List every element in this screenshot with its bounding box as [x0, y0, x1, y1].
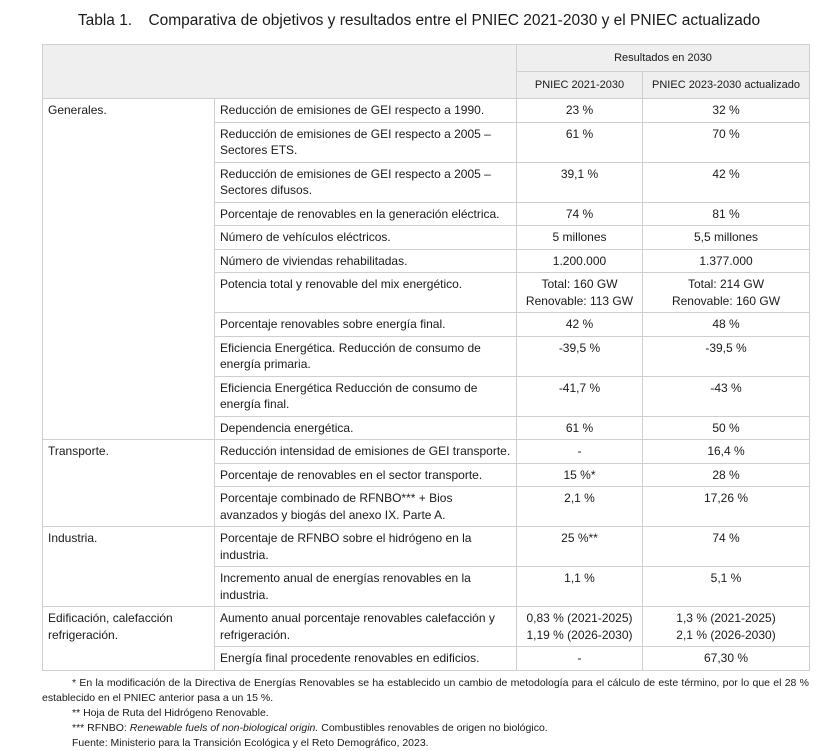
value-pniec-2021	[517, 527, 643, 567]
indicator-cell: Potencia total y renovable del mix energético.	[215, 273, 517, 313]
value-line: 1,19 % (2026-2030)	[526, 627, 633, 642]
indicator-cell: Porcentaje renovables sobre energía final.	[215, 313, 517, 337]
indicator-cell: Reducción de emisiones de GEI respecto a 2005 – Sectores difusos.	[215, 162, 517, 202]
value-line: Total: 214 GW	[687, 277, 765, 291]
value-pniec-2021	[517, 313, 643, 337]
value-line: 48 %	[712, 317, 740, 331]
value-line: 74 %	[565, 206, 594, 221]
value-line: -39,5 %	[705, 340, 747, 355]
value-line: 74 %	[712, 531, 740, 545]
value-line: 5 millones	[552, 230, 607, 244]
value-line: 42 %	[712, 166, 740, 181]
value-pniec-2023	[643, 226, 810, 250]
value-line: 39,1 %	[560, 166, 599, 181]
value-pniec-2023	[643, 122, 810, 162]
value-pniec-2021	[517, 99, 643, 123]
table-title-text: Comparativa de objetivos y resultados entre el PNIEC 2021-2030 y el PNIEC actualizado	[148, 12, 761, 29]
value-line: 81 %	[712, 206, 740, 221]
value-line: 15 %*	[563, 467, 596, 482]
value-pniec-2021	[517, 226, 643, 250]
value-pniec-2021	[517, 567, 643, 607]
table-row	[43, 99, 810, 123]
value-pniec-2021	[517, 376, 643, 416]
value-line: -41,7 %	[558, 380, 601, 395]
value-line: Total: 160 GW	[541, 277, 618, 291]
value-line: Renovable: 160 GW	[671, 293, 781, 308]
col-header-pniec-2023: PNIEC 2023-2030 actualizado	[643, 72, 810, 99]
value-pniec-2023	[643, 273, 810, 313]
value-pniec-2021	[517, 440, 643, 464]
indicator-cell: Reducción de emisiones de GEI respecto a 2005 – Sectores ETS.	[215, 122, 517, 162]
table-row	[43, 440, 810, 464]
value-line: -	[577, 651, 582, 665]
value-pniec-2023	[643, 527, 810, 567]
footnote-2: ** Hoja de Ruta del Hidrógeno Renovable.	[72, 707, 269, 719]
indicator-cell: Porcentaje de renovables en el sector transporte.	[215, 463, 517, 487]
value-pniec-2023	[643, 162, 810, 202]
value-pniec-2023	[643, 376, 810, 416]
value-line: 5,1 %	[710, 571, 742, 585]
footnote-3-italic: Renewable fuels of non-biological origin.	[129, 722, 319, 734]
indicator-cell: Número de vehículos eléctricos.	[215, 226, 517, 250]
value-pniec-2023	[643, 313, 810, 337]
value-line: 50 %	[712, 420, 740, 435]
value-pniec-2021	[517, 249, 643, 273]
indicator-cell: Número de viviendas rehabilitadas.	[215, 249, 517, 273]
indicator-cell: Porcentaje de renovables en la generación eléctrica.	[215, 202, 517, 226]
indicator-cell: Reducción intensidad de emisiones de GEI transporte.	[215, 440, 517, 464]
value-line: 61 %	[565, 126, 594, 141]
footnote-3-prefix: *** RFNBO:	[72, 722, 130, 734]
value-pniec-2023	[643, 416, 810, 440]
value-line: -	[577, 444, 582, 458]
value-pniec-2023	[643, 202, 810, 226]
indicator-cell: Energía final procedente renovables en edificios.	[215, 647, 517, 671]
value-line: 1,1 %	[564, 571, 595, 585]
value-pniec-2021	[517, 162, 643, 202]
table-body	[43, 99, 810, 671]
value-line: 17,26 %	[703, 491, 749, 505]
value-line: 2,1 %	[564, 491, 595, 505]
value-line: 1.200.000	[552, 253, 607, 268]
value-pniec-2021	[517, 336, 643, 376]
value-pniec-2023	[643, 463, 810, 487]
indicator-cell: Incremento anual de energías renovables en la industria.	[215, 567, 517, 607]
value-line: 42 %	[565, 317, 594, 331]
category-cell: Edificación, calefacción refrigeración.	[43, 607, 215, 671]
col-header-pniec-2021: PNIEC 2021-2030	[517, 72, 643, 99]
value-line: 2,1 % (2026-2030)	[676, 627, 776, 642]
value-pniec-2021	[517, 416, 643, 440]
source-note: Fuente: Ministerio para la Transición Ecológica y el Reto Demográfico, 2023.	[72, 737, 429, 749]
value-line: 23 %	[565, 103, 594, 117]
table-title	[0, 12, 838, 30]
value-pniec-2023	[643, 336, 810, 376]
group-header: Resultados en 2030	[517, 45, 810, 72]
value-line: -39,5 %	[558, 340, 601, 355]
value-line: 1,3 % (2021-2025)	[676, 611, 776, 625]
value-line: 61 %	[565, 420, 594, 435]
value-line: 0,83 % (2021-2025)	[526, 611, 633, 625]
value-pniec-2021	[517, 202, 643, 226]
value-pniec-2023	[643, 567, 810, 607]
value-pniec-2023	[643, 607, 810, 647]
value-line: 67,30 %	[703, 651, 749, 665]
value-line: 16,4 %	[707, 444, 745, 458]
value-line: 1.377.000	[699, 253, 753, 268]
table-row	[43, 607, 810, 647]
indicator-cell: Eficiencia Energética Reducción de consumo de energía final.	[215, 376, 517, 416]
category-cell: Transporte.	[43, 440, 215, 527]
value-line: 32 %	[712, 103, 740, 117]
value-pniec-2023	[643, 249, 810, 273]
table-row	[43, 527, 810, 567]
value-line: 28 %	[712, 467, 740, 482]
footnote-1: * En la modificación de la Directiva de Energías Renovables se ha establecido un cambio de metodología para el cálculo de este término, por lo que el 28 % establecido en el PNIEC anterior pasa a un 15 %.	[42, 677, 809, 704]
footnotes	[42, 676, 809, 751]
value-pniec-2021	[517, 122, 643, 162]
comparison-table	[42, 44, 810, 671]
value-pniec-2021	[517, 647, 643, 671]
category-cell: Industria.	[43, 527, 215, 607]
value-pniec-2021	[517, 487, 643, 527]
indicator-cell: Porcentaje combinado de RFNBO*** + Bios avanzados y biogás del anexo IX. Parte A.	[215, 487, 517, 527]
value-line: -43 %	[710, 380, 742, 395]
indicator-cell: Porcentaje de RFNBO sobre el hidrógeno en la industria.	[215, 527, 517, 567]
header-corner	[43, 45, 517, 99]
indicator-cell: Eficiencia Energética. Reducción de consumo de energía primaria.	[215, 336, 517, 376]
value-pniec-2023	[643, 440, 810, 464]
footnote-3-suffix: Combustibles renovables de origen no biológico.	[318, 722, 548, 734]
footnote-3	[42, 721, 809, 736]
value-line: Renovable: 113 GW	[525, 293, 634, 308]
indicator-cell: Reducción de emisiones de GEI respecto a 1990.	[215, 99, 517, 123]
value-pniec-2021	[517, 607, 643, 647]
table-number: Tabla 1.	[77, 12, 133, 29]
value-pniec-2023	[643, 99, 810, 123]
value-line: 25 %**	[561, 531, 598, 545]
value-pniec-2021	[517, 273, 643, 313]
category-cell: Generales.	[43, 99, 215, 440]
indicator-cell: Dependencia energética.	[215, 416, 517, 440]
value-line: 70 %	[712, 126, 740, 141]
indicator-cell: Aumento anual porcentaje renovables calefacción y refrigeración.	[215, 607, 517, 647]
value-line: 5,5 millones	[693, 230, 759, 244]
value-pniec-2023	[643, 647, 810, 671]
value-pniec-2021	[517, 463, 643, 487]
value-pniec-2023	[643, 487, 810, 527]
